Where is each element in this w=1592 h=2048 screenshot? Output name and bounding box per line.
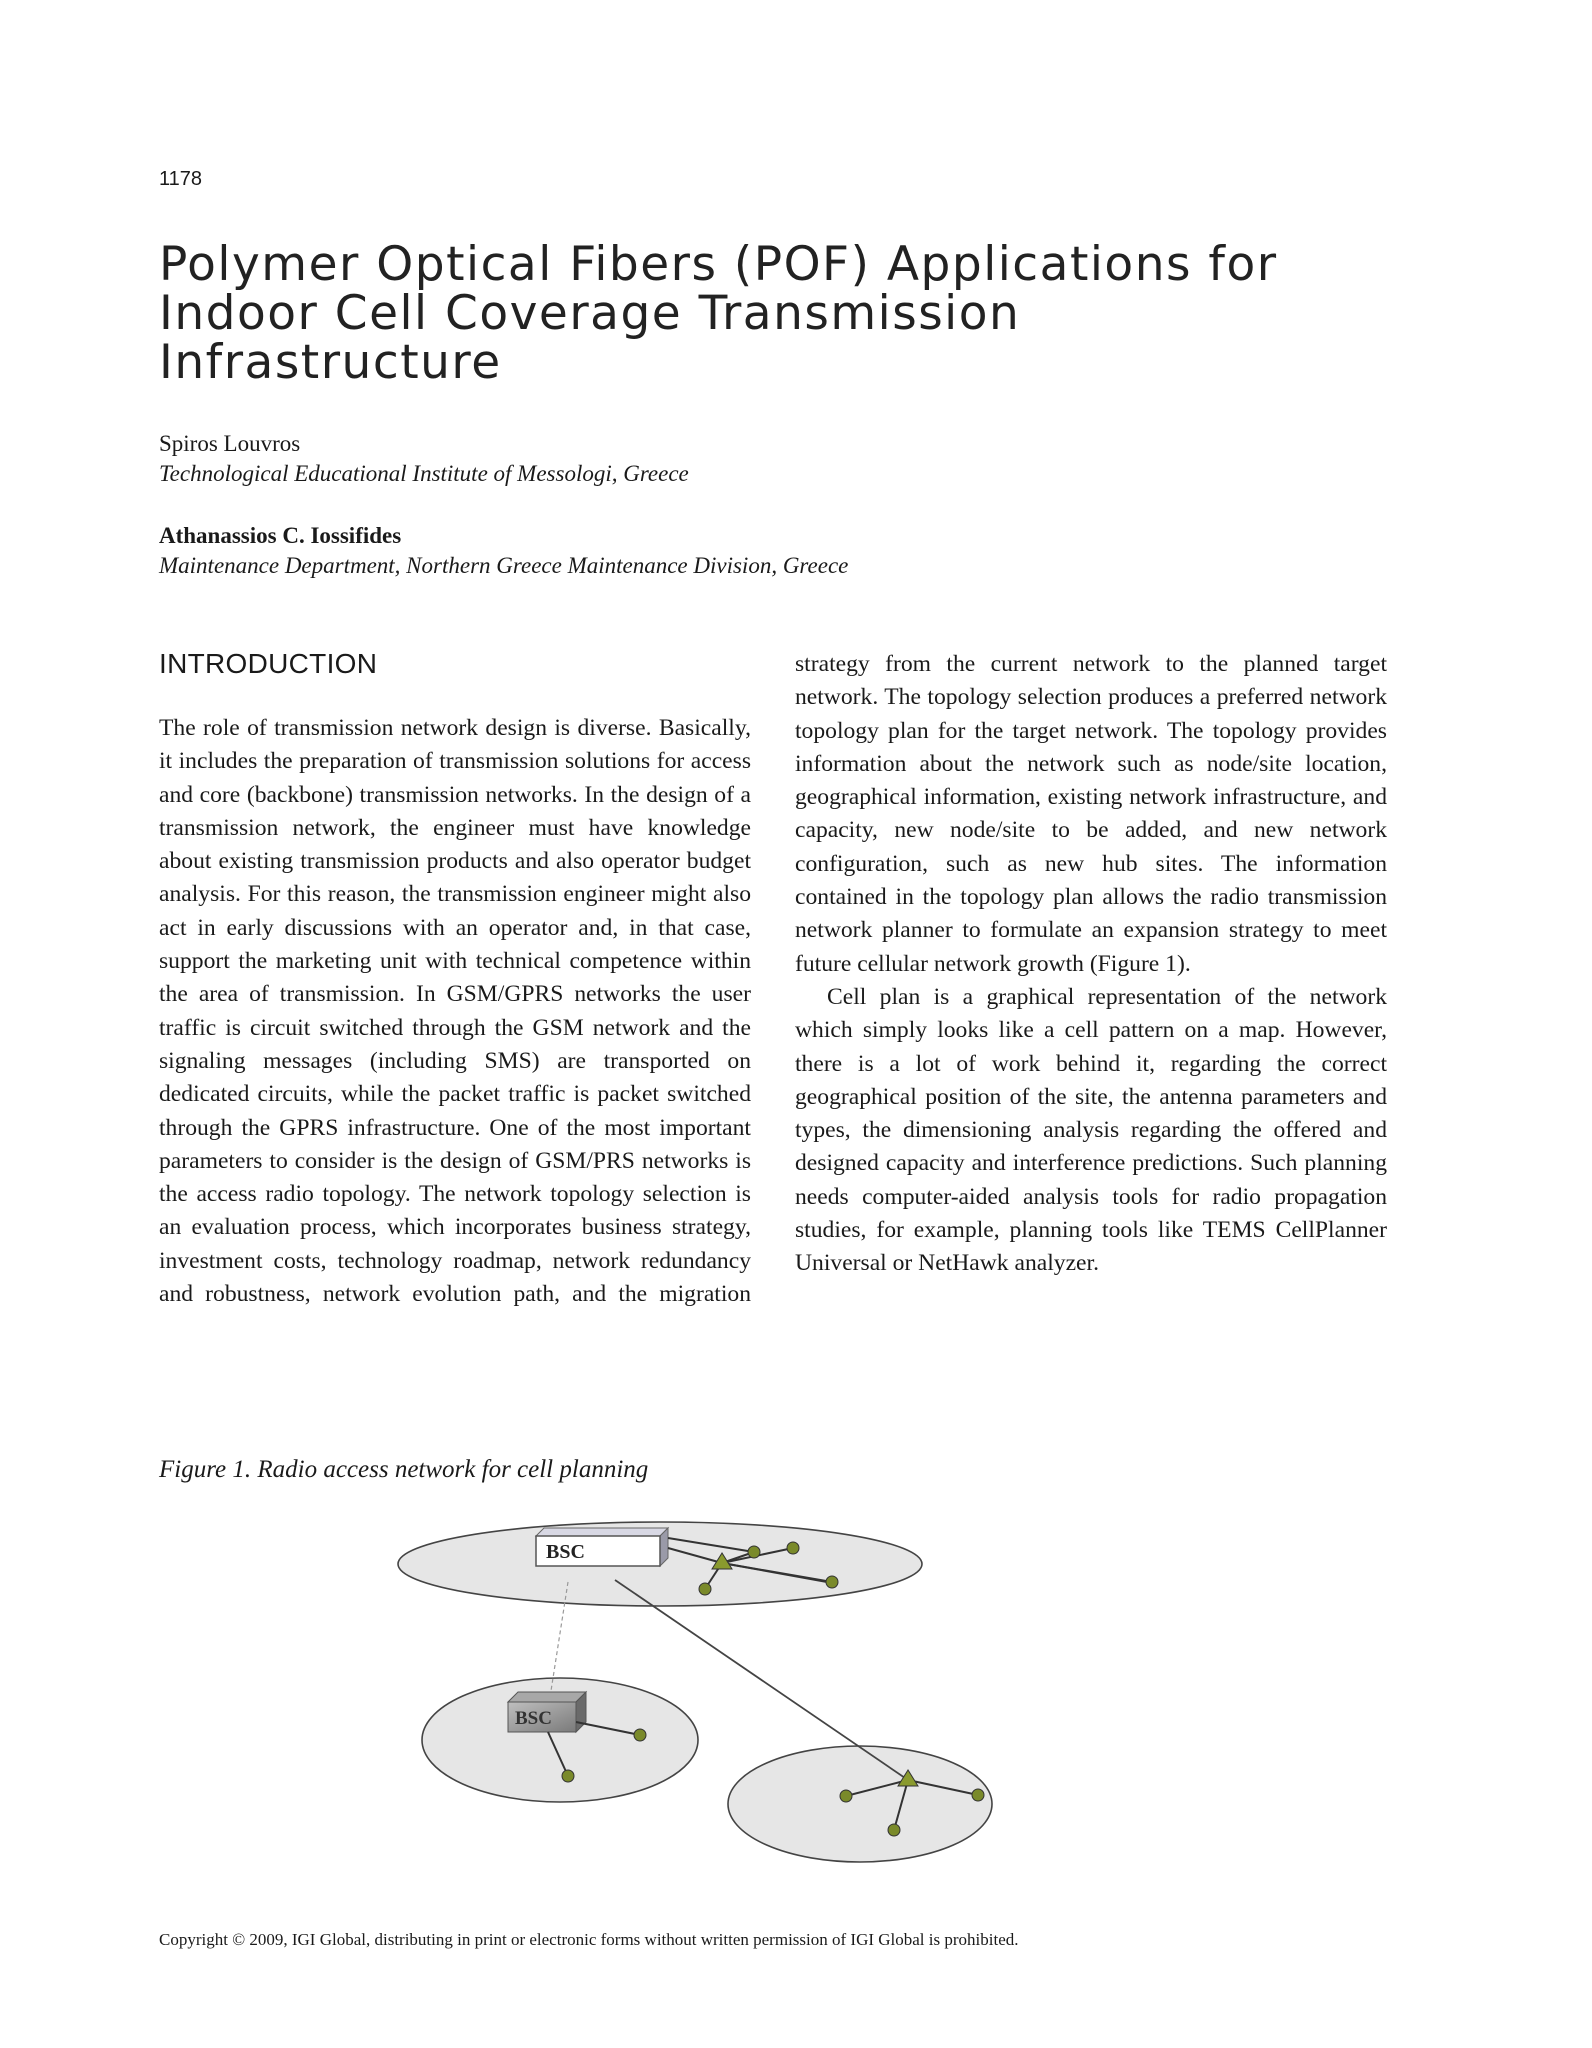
cell-ellipse-right [728, 1746, 992, 1862]
network-diagram [380, 1512, 1000, 1872]
paragraph: Cell plan is a graphical representation of the network which simply looks like a cell pattern on a map. However, there is a lot of work behind it, regarding the correct geographical position of the site, the antenna parameters and types, the dimensioning analysis regarding the offered and designed capacity and interference predictions. Such planning needs computer-aided analysis tools for radio propagation studies, for example, planning tools like TEMS CellPlanner Universal or NetHawk analyzer. [795, 983, 1387, 1277]
copyright-notice: Copyright © 2009, IGI Global, distributing in print or electronic forms without written permission of IGI Global is prohibited. [159, 1930, 1019, 1949]
author-affiliation: Technological Educational Institute of Messologi, Greece [159, 461, 689, 486]
mobile-node [634, 1729, 646, 1741]
section-heading-introduction: INTRODUCTION [159, 648, 378, 679]
body-column-right [795, 648, 1387, 1281]
paragraph: The role of transmission network design is diverse. Basically, it includes the preparation of transmission solutions for access and core (backbone) transmission networks. In the design of a transmission network, the engineer must have knowledge about existing transmission products and also operator budget analysis. For this reason, the transmission engineer might also act in early discussions with an operator and, in that case, support the marketing unit with technical competence within the area of transmission. In GSM/GPRS networks the user traffic is circuit switched through the GSM network and the signaling messages (including SMS) are transported on dedicated circuits, while the packet traffic is packet switched through the GPRS infrastructure. One of the most important parameters to consider is the design of GSM/PRS networks is the access radio topology. The network topology selection is an evaluation process, which incorporates business strategy, investment costs, technology roadmap, network redundancy and robustness, network evolution path, and the migration [159, 715, 751, 1308]
mobile-node [840, 1790, 852, 1802]
mobile-node [888, 1824, 900, 1836]
mobile-node [562, 1770, 574, 1782]
mobile-node [699, 1583, 711, 1595]
bsc-label-main: BSC [546, 1541, 585, 1563]
mobile-node [826, 1576, 838, 1588]
page-number: 1178 [159, 168, 203, 190]
mobile-node [787, 1542, 799, 1554]
mobile-node [972, 1789, 984, 1801]
mobile-node [748, 1546, 760, 1558]
body-column-left [159, 712, 751, 1311]
paragraph-continued: strategy from the current network to the planned target network. The topology selection produces a preferred network topology plan for the target network. The topology provides information about the network such as node/site location, geographical information, existing network infrastructure, and capacity, new node/site to be added, and new network configuration, such as new hub sites. The information contained in the topology plan allows the radio transmission network planner to formulate an expansion strategy to meet future cellular network growth (Figure 1). [795, 651, 1387, 977]
article-title: Polymer Optical Fibers (POF) Applications for Indoor Cell Coverage Transmission Infrastructure [159, 237, 1278, 390]
author-name: Spiros Louvros [159, 431, 301, 456]
figure-caption: Figure 1. Radio access network for cell planning [159, 1456, 649, 1483]
bsc-label-secondary: BSC [515, 1708, 552, 1729]
author-affiliation: Maintenance Department, Northern Greece Maintenance Division, Greece [159, 553, 849, 578]
author-name: Athanassios C. Iossifides [159, 523, 402, 548]
bsc-box-top-face [508, 1692, 586, 1702]
bsc-box-top-face [536, 1528, 668, 1536]
